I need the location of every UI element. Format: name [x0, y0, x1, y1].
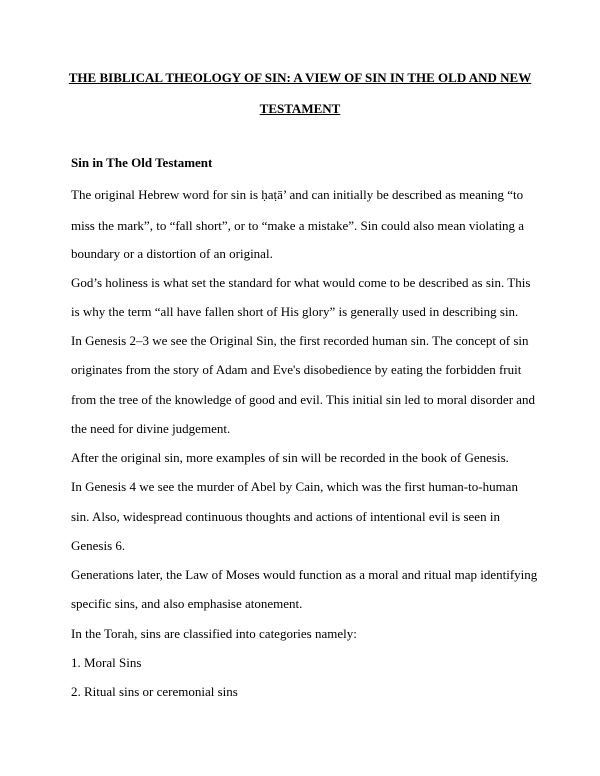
body-text-line: In Genesis 2–3 we see the Original Sin, the first recorded human sin. The concept of sin: [71, 333, 529, 348]
body-text-line: In Genesis 4 we see the murder of Abel by Cain, which was the first human-to-human: [71, 479, 518, 494]
body-text-line: specific sins, and also emphasise atonement.: [71, 596, 303, 611]
body-text-line: miss the mark”, to “fall short”, or to “make a mistake”. Sin could also mean violating a: [71, 218, 525, 233]
body-text-line: The original Hebrew word for sin is ḥaṭā’ and can initially be described as meaning “to: [71, 187, 524, 202]
body-text-line: In the Torah, sins are classified into categories namely:: [71, 626, 357, 641]
body-text-line: God’s holiness is what set the standard for what would come to be described as sin. This: [71, 275, 531, 290]
body-text-line: Generations later, the Law of Moses would function as a moral and ritual map identifying: [71, 567, 538, 582]
body-text-line: After the original sin, more examples of sin will be recorded in the book of Genesis.: [71, 450, 509, 465]
body-text-line: Genesis 6.: [71, 538, 126, 553]
list-item: 2. Ritual sins or ceremonial sins: [71, 684, 238, 699]
document-title-line-2: TESTAMENT: [259, 101, 341, 116]
body-text-line: sin. Also, widespread continuous thoughts and actions of intentional evil is seen in: [71, 509, 500, 524]
body-text-line: originates from the story of Adam and Eve's disobedience by eating the forbidden fruit: [71, 362, 522, 377]
list-item: 1. Moral Sins: [71, 655, 142, 670]
body-text-line: is why the term “all have fallen short of His glory” is generally used in describing sin.: [71, 304, 519, 319]
body-text-line: boundary or a distortion of an original.: [71, 246, 273, 261]
body-text-line: the need for divine judgement.: [71, 421, 231, 436]
document-title-line-1: THE BIBLICAL THEOLOGY OF SIN: A VIEW OF SIN IN THE OLD AND NEW: [68, 70, 532, 85]
section-heading: Sin in The Old Testament: [71, 155, 213, 170]
body-text-line: from the tree of the knowledge of good and evil. This initial sin led to moral disorder and: [71, 392, 536, 407]
